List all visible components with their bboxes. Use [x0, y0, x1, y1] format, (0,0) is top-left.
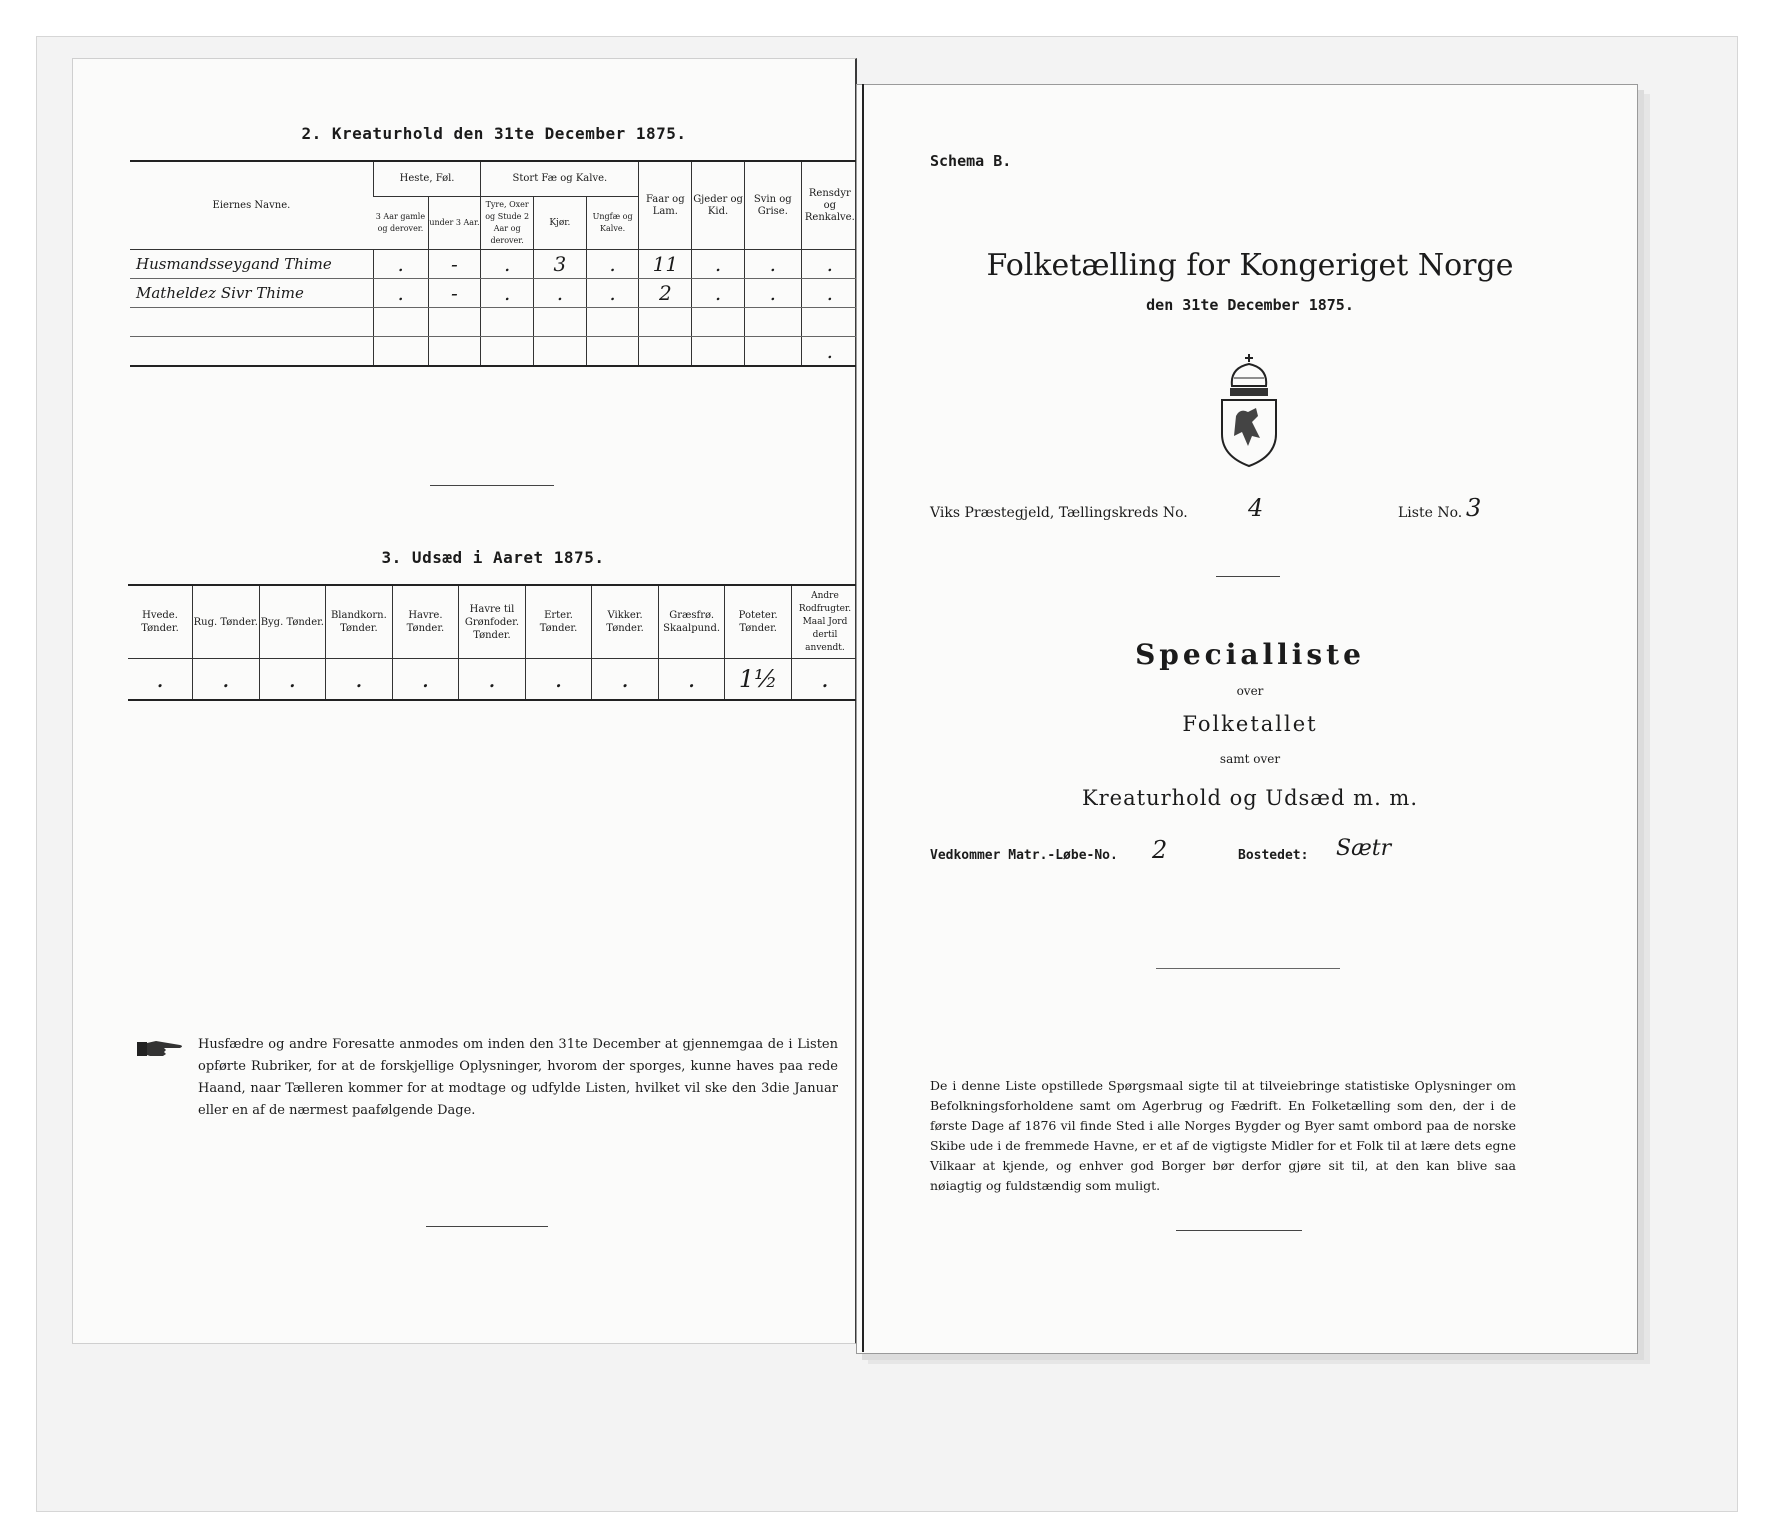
header-oats: Havre. Tønder.: [392, 585, 459, 659]
table-cell: .: [156, 665, 164, 693]
divider: [1216, 576, 1280, 577]
table-cell: [534, 337, 587, 367]
table-cell: [428, 337, 481, 367]
table-cell: [481, 337, 534, 367]
table-cell: [692, 337, 745, 367]
seed-title: 3. Udsæd i Aaret 1875.: [381, 548, 605, 567]
table-cell: .: [459, 659, 526, 701]
table-cell: .: [801, 337, 858, 367]
table-cell: .: [373, 279, 428, 308]
table-cell: 11: [639, 250, 692, 279]
header-wheat: Hvede. Tønder.: [128, 585, 193, 659]
samt-over-label: samt over: [1219, 752, 1281, 766]
header-grass-seed: Græsfrø. Skaalpund.: [658, 585, 725, 659]
table-cell: .: [692, 279, 745, 308]
coat-of-arms-icon: [1216, 352, 1282, 468]
date-line: den 31te December 1875.: [1146, 296, 1354, 314]
header-owner: Eiernes Navne.: [130, 161, 373, 250]
main-title: Folketælling for Kongeriget Norge: [986, 248, 1514, 283]
table-cell: -: [428, 279, 481, 308]
header-horses-young: under 3 Aar.: [428, 197, 481, 250]
table-row: [130, 250, 858, 279]
table-cell: [586, 337, 639, 367]
divider: [430, 485, 554, 486]
matr-number: 2: [1152, 836, 1168, 864]
header-root-crops: Andre Rodfrugter. Maal Jord dertil anvendt.: [791, 585, 858, 659]
table-cell: .: [392, 659, 459, 701]
owner-name: Matheldez Sivr Thime: [130, 279, 373, 308]
table-cell: [639, 337, 692, 367]
schema-label: Schema B.: [930, 152, 1012, 170]
table-cell: .: [801, 279, 858, 308]
table-cell: [373, 337, 428, 367]
footnote-text: De i denne Liste opstillede Spørgsmaal sigte til at tilveiebringe statistiske Oplysninger om Befolkningsforholdene samt om Agerbrug og Fædrift. En Folketælling som den, der i de første Dage af 1876 vil finde Sted i alle Norges Bygder og Byer samt ombord paa de norske Skibe ude i de fremmede Havne, er et af de vigtigste Midler for et Folk til at lære dets egne Vilkaar at kjende, og enhver god Borger bør derfor gjøre sit til, at den kan blive saa nøiagtig og fuldstændig som muligt.: [930, 1078, 1516, 1193]
page-spine: [862, 84, 864, 1352]
owner-name: [130, 308, 373, 337]
table-cell: [428, 308, 481, 337]
table-cell: [744, 308, 801, 337]
table-cell: 3: [534, 250, 587, 279]
header-reindeer: Rensdyr og Renkalve.: [801, 161, 858, 250]
table-cell: .: [259, 659, 326, 701]
header-sheep: Faar og Lam.: [639, 161, 692, 250]
notice-text: Husfædre og andre Foresatte anmodes om inden den 31te December at gjennemgaa de i Listen opførte Rubriker, for at de forskjellige Oplysninger, hvorom der sporges, kunne haves paa rede Haand, naar Tælleren kommer for at modtage og udfylde Listen, hvilket vil ske den 3die Januar eller en af de nærmest paafølgende Dage.: [198, 1037, 838, 1118]
header-mixed-grain: Blandkorn. Tønder.: [326, 585, 393, 659]
header-peas: Erter. Tønder.: [525, 585, 592, 659]
seed-table: [128, 584, 858, 701]
over-label: over: [1236, 684, 1264, 698]
table-cell: [534, 308, 587, 337]
header-goats: Gjeder og Kid.: [692, 161, 745, 250]
header-barley: Byg. Tønder.: [259, 585, 326, 659]
livestock-title: 2. Kreaturhold den 31te December 1875.: [301, 124, 687, 143]
header-cattle: Stort Fæ og Kalve.: [481, 161, 639, 197]
table-cell: -: [428, 250, 481, 279]
table-cell: .: [692, 250, 745, 279]
special-list-title: Specialliste: [1135, 638, 1365, 671]
table-cell: .: [373, 250, 428, 279]
table-cell: .: [592, 659, 659, 701]
owner-name: Husmandsseygand Thime: [130, 250, 373, 279]
table-cell: [373, 308, 428, 337]
header-horses-old: 3 Aar gamle og derover.: [373, 197, 428, 250]
table-row: [130, 279, 858, 308]
list-label: Liste No.: [1398, 505, 1463, 521]
folketallet-label: Folketallet: [1182, 712, 1318, 736]
livestock-table: [130, 160, 858, 367]
header-horses: Heste, Føl.: [373, 161, 480, 197]
table-cell: .: [481, 250, 534, 279]
table-cell: [744, 337, 801, 367]
header-pigs: Svin og Grise.: [744, 161, 801, 250]
header-potatoes: Poteter. Tønder.: [725, 585, 792, 659]
table-cell: [481, 308, 534, 337]
district-label: Viks Præstegjeld, Tællingskreds No.: [930, 505, 1188, 521]
owner-name: [130, 337, 373, 367]
table-cell: [639, 308, 692, 337]
table-cell: .: [326, 659, 393, 701]
table-row: [130, 337, 858, 367]
table-cell: [692, 308, 745, 337]
list-number: 3: [1466, 494, 1482, 522]
table-cell: .: [801, 250, 858, 279]
pointing-hand-icon: [136, 1036, 186, 1060]
table-cell: .: [744, 279, 801, 308]
table-cell: .: [744, 250, 801, 279]
divider: [1176, 1230, 1302, 1231]
kreaturhold-label: Kreaturhold og Udsæd m. m.: [1081, 786, 1419, 810]
table-cell: .: [193, 659, 260, 701]
table-cell: 1½: [725, 659, 792, 701]
table-cell: [586, 308, 639, 337]
bosted-label: Bostedet:: [1238, 848, 1309, 863]
header-cattle-cows: Kjør.: [534, 197, 587, 250]
header-cattle-bulls: Tyre, Oxer og Stude 2 Aar og derover.: [481, 197, 534, 250]
divider: [426, 1226, 548, 1227]
divider: [1156, 968, 1340, 969]
table-cell: .: [586, 250, 639, 279]
matr-label: Vedkommer Matr.-Løbe-No.: [930, 848, 1118, 863]
table-cell: .: [481, 279, 534, 308]
header-rye: Rug. Tønder.: [193, 585, 260, 659]
district-number: 4: [1248, 494, 1264, 522]
header-cattle-young: Ungfæ og Kalve.: [586, 197, 639, 250]
table-cell: .: [525, 659, 592, 701]
table-cell: .: [791, 659, 858, 701]
table-cell: .: [586, 279, 639, 308]
table-row: [130, 308, 858, 337]
table-row: [128, 659, 858, 701]
table-cell: [801, 308, 858, 337]
header-green-oats: Havre til Grønfoder. Tønder.: [459, 585, 526, 659]
table-cell: .: [534, 279, 587, 308]
table-cell: 2: [639, 279, 692, 308]
table-cell: .: [658, 659, 725, 701]
bosted-value: Sætr: [1336, 836, 1392, 861]
header-vetch: Vikker. Tønder.: [592, 585, 659, 659]
